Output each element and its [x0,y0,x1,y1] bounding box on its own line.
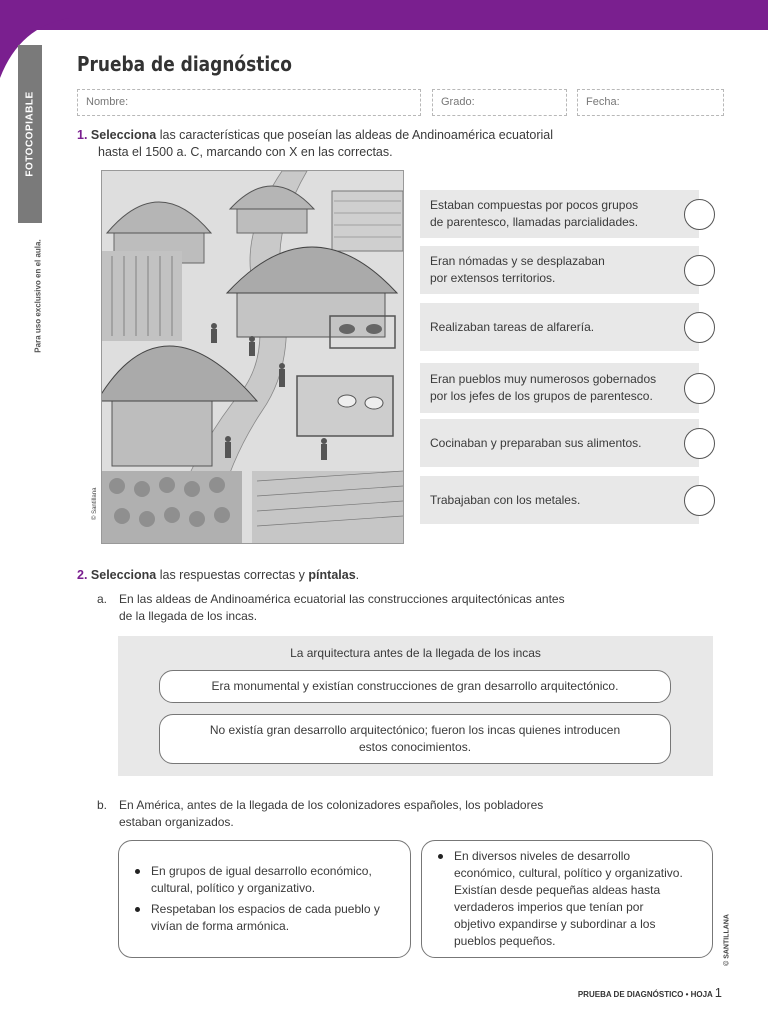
answer-text: Era monumental y existían construcciones de gran desarrollo arquitectónico. [211,679,619,693]
subquestion-text: de la llegada de los incas. [119,609,258,623]
answer-option-no-development[interactable] [159,714,671,764]
bullet-text: En grupos de igual desarrollo económico, [151,864,372,878]
bullet-text: económico, cultural, político y organizativo. [454,866,683,880]
answer-option-equal-development[interactable] [118,840,411,958]
grade-field[interactable]: Grado: [432,89,567,116]
option-1 [420,190,699,238]
option-4 [420,363,699,413]
answer-circle[interactable] [684,428,715,459]
answer-circle[interactable] [684,312,715,343]
instruction-verb: Selecciona [90,128,157,142]
bullet-text: pueblos pequeños. [454,934,556,948]
village-illustration [101,170,404,544]
question-text: las características que poseían las aldeas de Andinoamérica ecuatorial [156,128,554,142]
bullet-text: vivían de forma armónica. [151,919,290,933]
subquestion-text: estaban organizados. [119,815,234,829]
subquestion-text: En América, antes de la llegada de los colonizadores españoles, los pobladores [119,798,544,812]
footer-sheet: HOJA [690,990,713,999]
subquestion-label: a. [97,592,108,606]
bullet-item [131,901,400,935]
question-number: 1. [77,128,88,142]
sidebar-tab-label: FOTOCOPIABLE [24,91,36,177]
answer-option-diverse-levels[interactable] [421,840,713,958]
option-2 [420,246,699,294]
bullet-text: Respetaban los espacios de cada pueblo y [151,902,380,916]
option-text: de parentesco, llamadas parcialidades. [430,215,639,229]
bullet-text: En diversos niveles de desarrollo [454,849,631,863]
answer-text: estos conocimientos. [358,740,472,754]
answer-circle[interactable] [684,485,715,516]
question-text: las respuestas correctas y [156,568,309,582]
bullet-text: verdaderos imperios que tenían por [454,900,644,914]
bullet-item [434,848,704,950]
exclusive-use-note: Para uso exclusivo en el aula. [33,239,43,353]
answer-text: No existía gran desarrollo arquitectónico; fueron los incas quienes introducen [209,723,621,737]
subquestion-text: En las aldeas de Andinoamérica ecuatorial las construcciones arquitectónicas antes [119,592,565,606]
top-banner [0,0,768,30]
option-6 [420,476,699,524]
instruction-verb: píntalas [308,568,356,582]
answer-circle[interactable] [684,199,715,230]
name-field[interactable]: Nombre: [77,89,421,116]
question-2 [77,568,359,582]
page-number: 1 [714,985,722,1000]
subquestion-label: b. [97,798,108,812]
bullet-item [131,863,400,897]
publisher-brand: © SANTILLANA [723,914,731,966]
option-text: Eran nómadas y se desplazaban [430,254,605,268]
page-title: Prueba de diagnóstico [77,52,292,76]
question-number: 2. [77,568,88,582]
option-3 [420,303,699,351]
answer-option-monumental[interactable] [159,670,671,703]
bullet-text: objetivo expandirse y subordinar a los [454,917,656,931]
answer-circle[interactable] [684,373,715,404]
instruction-verb: Selecciona [90,568,157,582]
answer-circle[interactable] [684,255,715,286]
image-credit: © Santillana [92,487,98,520]
option-text: por los jefes de los grupos de parentesco. [430,389,653,403]
footer-label: PRUEBA DE DIAGNÓSTICO [577,990,684,999]
option-5 [420,419,699,467]
question-1 [77,127,637,161]
bullet-text: Existían desde pequeñas aldeas hasta [454,883,661,897]
subquestion-a [97,591,565,625]
answer-box-title: La arquitectura antes de la llegada de los incas [290,646,541,660]
option-text: Eran pueblos muy numerosos gobernados [430,372,657,386]
question-text: . [355,568,360,582]
question-text: hasta el 1500 a. C, marcando con X en las correctas. [98,145,393,159]
page-footer: PRUEBA DE DIAGNÓSTICO • HOJA 1 [577,985,722,1000]
date-field[interactable]: Fecha: [577,89,724,116]
option-text: por extensos territorios. [430,271,556,285]
option-text: Estaban compuestas por pocos grupos [430,198,639,212]
subquestion-b [97,797,543,831]
bullet-text: cultural, político y organizativo. [151,881,316,895]
option-text: Realizaban tareas de alfarería. [430,319,595,334]
option-text: Cocinaban y preparaban sus alimentos. [430,435,642,450]
option-text: Trabajaban con los metales. [430,492,581,507]
